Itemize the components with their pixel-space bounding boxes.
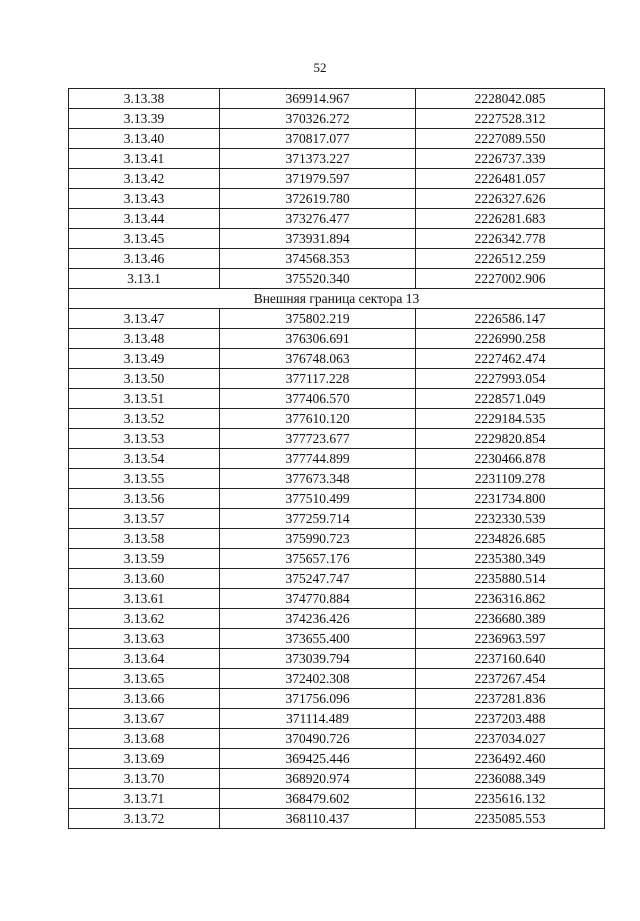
table-row: [69, 529, 605, 549]
x-coordinate-cell: 371979.597: [220, 169, 416, 189]
y-coordinate-cell: 2226327.626: [416, 189, 605, 209]
table-row: [69, 769, 605, 789]
x-coordinate-cell: 377610.120: [220, 409, 416, 429]
point-number-cell: 3.13.50: [69, 369, 220, 389]
y-coordinate-cell: 2226342.778: [416, 229, 605, 249]
x-coordinate-cell: 377510.499: [220, 489, 416, 509]
point-number-cell: 3.13.48: [69, 329, 220, 349]
x-coordinate-cell: 377259.714: [220, 509, 416, 529]
x-coordinate-cell: 371756.096: [220, 689, 416, 709]
table-row: [69, 409, 605, 429]
y-coordinate-cell: 2226481.057: [416, 169, 605, 189]
point-number-cell: 3.13.51: [69, 389, 220, 409]
table-row: [69, 369, 605, 389]
y-coordinate-cell: 2230466.878: [416, 449, 605, 469]
x-coordinate-cell: 369425.446: [220, 749, 416, 769]
y-coordinate-cell: 2227528.312: [416, 109, 605, 129]
table-row: [69, 309, 605, 329]
y-coordinate-cell: 2236680.389: [416, 609, 605, 629]
x-coordinate-cell: 375990.723: [220, 529, 416, 549]
table-row: [69, 329, 605, 349]
point-number-cell: 3.13.1: [69, 269, 220, 289]
x-coordinate-cell: 373039.794: [220, 649, 416, 669]
point-number-cell: 3.13.68: [69, 729, 220, 749]
y-coordinate-cell: 2235880.514: [416, 569, 605, 589]
x-coordinate-cell: 371114.489: [220, 709, 416, 729]
point-number-cell: 3.13.43: [69, 189, 220, 209]
y-coordinate-cell: 2226737.339: [416, 149, 605, 169]
y-coordinate-cell: 2237267.454: [416, 669, 605, 689]
point-number-cell: 3.13.47: [69, 309, 220, 329]
table-body-after-section: [69, 309, 605, 829]
x-coordinate-cell: 371373.227: [220, 149, 416, 169]
coordinates-table-wrapper: [68, 88, 604, 829]
x-coordinate-cell: 370490.726: [220, 729, 416, 749]
y-coordinate-cell: 2227002.906: [416, 269, 605, 289]
y-coordinate-cell: 2237203.488: [416, 709, 605, 729]
point-number-cell: 3.13.60: [69, 569, 220, 589]
table-row: [69, 469, 605, 489]
table-row: [69, 189, 605, 209]
point-number-cell: 3.13.69: [69, 749, 220, 769]
table-row: [69, 449, 605, 469]
table-row: [69, 389, 605, 409]
x-coordinate-cell: 373931.894: [220, 229, 416, 249]
table-row: [69, 569, 605, 589]
point-number-cell: 3.13.63: [69, 629, 220, 649]
point-number-cell: 3.13.62: [69, 609, 220, 629]
point-number-cell: 3.13.58: [69, 529, 220, 549]
x-coordinate-cell: 372619.780: [220, 189, 416, 209]
y-coordinate-cell: 2237034.027: [416, 729, 605, 749]
point-number-cell: 3.13.59: [69, 549, 220, 569]
point-number-cell: 3.13.40: [69, 129, 220, 149]
point-number-cell: 3.13.61: [69, 589, 220, 609]
point-number-cell: 3.13.67: [69, 709, 220, 729]
y-coordinate-cell: 2232330.539: [416, 509, 605, 529]
table-row: [69, 429, 605, 449]
x-coordinate-cell: 374770.884: [220, 589, 416, 609]
table-row: [69, 209, 605, 229]
y-coordinate-cell: 2227089.550: [416, 129, 605, 149]
x-coordinate-cell: 377673.348: [220, 469, 416, 489]
table-row: [69, 229, 605, 249]
y-coordinate-cell: 2237160.640: [416, 649, 605, 669]
x-coordinate-cell: 368920.974: [220, 769, 416, 789]
section-header-row: [69, 289, 605, 309]
page-number: 52: [313, 60, 327, 75]
x-coordinate-cell: 373655.400: [220, 629, 416, 649]
y-coordinate-cell: 2237281.836: [416, 689, 605, 709]
x-coordinate-cell: 368110.437: [220, 809, 416, 829]
table-row: [69, 509, 605, 529]
point-number-cell: 3.13.57: [69, 509, 220, 529]
point-number-cell: 3.13.71: [69, 789, 220, 809]
point-number-cell: 3.13.46: [69, 249, 220, 269]
y-coordinate-cell: 2227993.054: [416, 369, 605, 389]
point-number-cell: 3.13.70: [69, 769, 220, 789]
y-coordinate-cell: 2234826.685: [416, 529, 605, 549]
y-coordinate-cell: 2231734.800: [416, 489, 605, 509]
table-row: [69, 809, 605, 829]
table-row: [69, 649, 605, 669]
point-number-cell: 3.13.56: [69, 489, 220, 509]
y-coordinate-cell: 2229820.854: [416, 429, 605, 449]
table-row: [69, 749, 605, 769]
x-coordinate-cell: 369914.967: [220, 89, 416, 109]
table-row: [69, 669, 605, 689]
table-section-header-group: [69, 289, 605, 309]
point-number-cell: 3.13.41: [69, 149, 220, 169]
point-number-cell: 3.13.55: [69, 469, 220, 489]
point-number-cell: 3.13.42: [69, 169, 220, 189]
point-number-cell: 3.13.45: [69, 229, 220, 249]
table-row: [69, 149, 605, 169]
point-number-cell: 3.13.64: [69, 649, 220, 669]
x-coordinate-cell: 376306.691: [220, 329, 416, 349]
y-coordinate-cell: 2231109.278: [416, 469, 605, 489]
x-coordinate-cell: 375520.340: [220, 269, 416, 289]
x-coordinate-cell: 370326.272: [220, 109, 416, 129]
section-header-cell: Внешняя граница сектора 13: [69, 289, 605, 309]
table-row: [69, 709, 605, 729]
x-coordinate-cell: 377406.570: [220, 389, 416, 409]
y-coordinate-cell: 2235085.553: [416, 809, 605, 829]
x-coordinate-cell: 376748.063: [220, 349, 416, 369]
point-number-cell: 3.13.39: [69, 109, 220, 129]
x-coordinate-cell: 370817.077: [220, 129, 416, 149]
table-row: [69, 269, 605, 289]
x-coordinate-cell: 372402.308: [220, 669, 416, 689]
table-row: [69, 629, 605, 649]
y-coordinate-cell: 2226586.147: [416, 309, 605, 329]
coordinates-table: [68, 88, 605, 829]
y-coordinate-cell: 2236088.349: [416, 769, 605, 789]
y-coordinate-cell: 2228571.049: [416, 389, 605, 409]
x-coordinate-cell: 374568.353: [220, 249, 416, 269]
x-coordinate-cell: 377744.899: [220, 449, 416, 469]
y-coordinate-cell: 2235616.132: [416, 789, 605, 809]
point-number-cell: 3.13.53: [69, 429, 220, 449]
table-row: [69, 729, 605, 749]
table-row: [69, 549, 605, 569]
table-row: [69, 589, 605, 609]
point-number-cell: 3.13.65: [69, 669, 220, 689]
y-coordinate-cell: 2226990.258: [416, 329, 605, 349]
x-coordinate-cell: 375802.219: [220, 309, 416, 329]
x-coordinate-cell: 377117.228: [220, 369, 416, 389]
table-row: [69, 789, 605, 809]
x-coordinate-cell: 377723.677: [220, 429, 416, 449]
table-row: [69, 89, 605, 109]
table-row: [69, 249, 605, 269]
y-coordinate-cell: 2229184.535: [416, 409, 605, 429]
y-coordinate-cell: 2235380.349: [416, 549, 605, 569]
x-coordinate-cell: 373276.477: [220, 209, 416, 229]
table-row: [69, 689, 605, 709]
x-coordinate-cell: 375657.176: [220, 549, 416, 569]
table-row: [69, 609, 605, 629]
y-coordinate-cell: 2236963.597: [416, 629, 605, 649]
y-coordinate-cell: 2227462.474: [416, 349, 605, 369]
y-coordinate-cell: 2236492.460: [416, 749, 605, 769]
table-row: [69, 129, 605, 149]
y-coordinate-cell: 2226281.683: [416, 209, 605, 229]
x-coordinate-cell: 375247.747: [220, 569, 416, 589]
table-row: [69, 169, 605, 189]
table-row: [69, 349, 605, 369]
point-number-cell: 3.13.44: [69, 209, 220, 229]
point-number-cell: 3.13.52: [69, 409, 220, 429]
table-row: [69, 489, 605, 509]
x-coordinate-cell: 374236.426: [220, 609, 416, 629]
table-body-before-section: [69, 89, 605, 289]
table-row: [69, 109, 605, 129]
point-number-cell: 3.13.54: [69, 449, 220, 469]
x-coordinate-cell: 368479.602: [220, 789, 416, 809]
y-coordinate-cell: 2226512.259: [416, 249, 605, 269]
point-number-cell: 3.13.72: [69, 809, 220, 829]
point-number-cell: 3.13.38: [69, 89, 220, 109]
point-number-cell: 3.13.66: [69, 689, 220, 709]
point-number-cell: 3.13.49: [69, 349, 220, 369]
y-coordinate-cell: 2236316.862: [416, 589, 605, 609]
y-coordinate-cell: 2228042.085: [416, 89, 605, 109]
